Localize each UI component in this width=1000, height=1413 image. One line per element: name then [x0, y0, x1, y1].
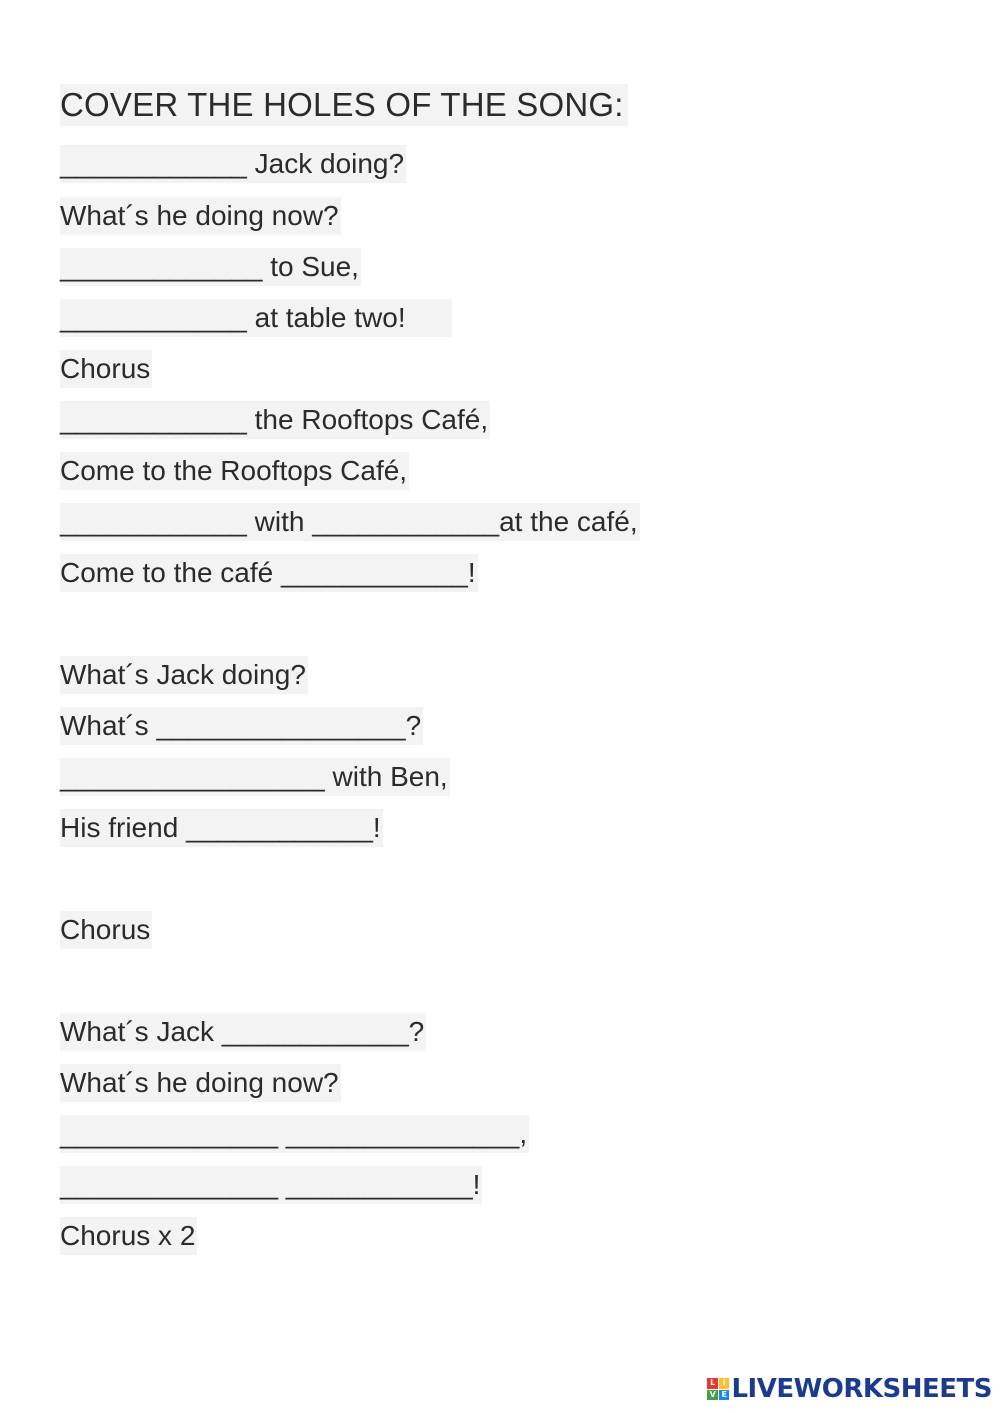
chorus-label-1: Chorus	[60, 350, 152, 388]
liveworksheets-badge-icon	[707, 1378, 729, 1400]
lyric-line-16: ______________ ____________!	[60, 1166, 482, 1204]
lyric-line-9: What´s Jack doing?	[60, 656, 308, 694]
lyric-line-4: ____________ at table two!	[60, 299, 452, 337]
badge-letter-l: L	[707, 1378, 718, 1389]
lyric-line-14: What´s he doing now?	[60, 1064, 341, 1102]
chorus-label-2: Chorus	[60, 911, 152, 949]
badge-letter-i: I	[719, 1378, 730, 1389]
page-title: COVER THE HOLES OF THE SONG:	[60, 84, 628, 126]
lyric-line-2: What´s he doing now?	[60, 197, 341, 235]
badge-letter-e: E	[719, 1390, 730, 1401]
lyric-line-1: ____________ Jack doing?	[60, 145, 406, 183]
lyric-line-15: ______________ _______________,	[60, 1115, 529, 1153]
lyric-line-7: ____________ with ____________at the café,	[60, 503, 640, 541]
chorus-label-3: Chorus x 2	[60, 1217, 197, 1255]
badge-letter-v: V	[707, 1390, 718, 1401]
lyric-line-10: What´s ________________?	[60, 707, 423, 745]
lyric-line-8: Come to the café ____________!	[60, 554, 478, 592]
lyric-line-5: ____________ the Rooftops Café,	[60, 401, 490, 439]
lyric-line-6: Come to the Rooftops Café,	[60, 452, 409, 490]
liveworksheets-logo	[707, 1373, 992, 1405]
liveworksheets-brand: LIVEWORKSHEETS	[731, 1374, 992, 1404]
lyric-line-13: What´s Jack ____________?	[60, 1013, 426, 1051]
lyric-line-11: _________________ with Ben,	[60, 758, 450, 796]
lyric-line-12: His friend ____________!	[60, 809, 383, 847]
lyric-line-3: _____________ to Sue,	[60, 248, 361, 286]
